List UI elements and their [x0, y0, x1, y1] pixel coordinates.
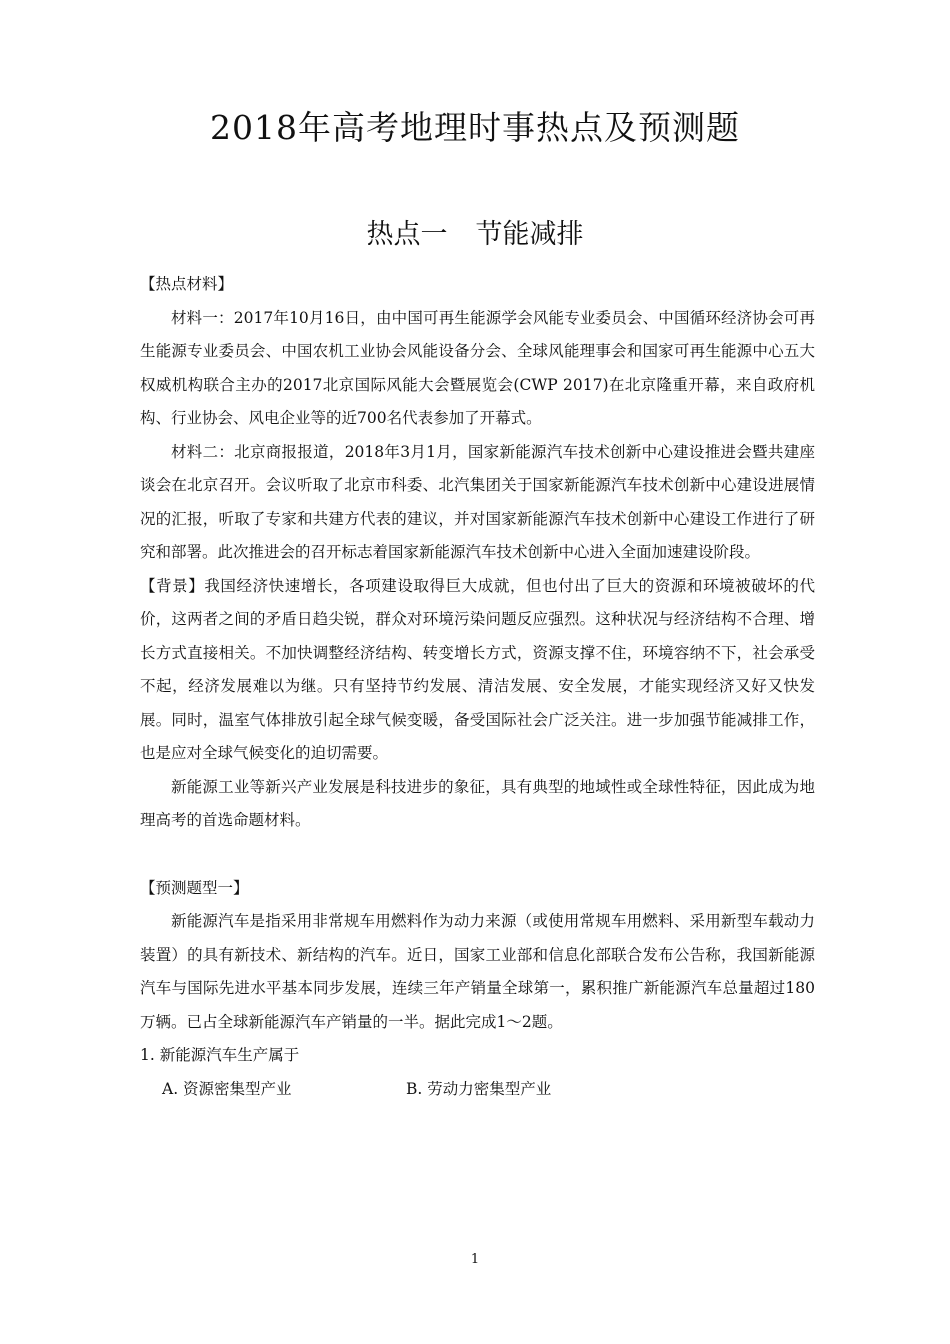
prediction-stem: 新能源汽车是指采用非常规车用燃料作为动力来源（或使用常规车用燃料、采用新型车载动力装置）的具有新技术、新结构的汽车。近日，国家工业部和信息化部联合发布公告称，我国新能源汽车与国际先进水平基本同步发展，连续三年产销量全球第一，累积推广新能源汽车总量超过180万辆。已占全球新能源汽车产销量的一半。据此完成1～2题。 [140, 912, 815, 1031]
background-paragraph [140, 570, 815, 771]
spacer [140, 838, 815, 872]
section-name: 节能减排 [475, 219, 584, 250]
question-1-options [140, 1073, 815, 1107]
background-text: 我国经济快速增长，各项建设取得巨大成就，但也付出了巨大的资源和环境被破坏的代价，这两者之间的矛盾日趋尖锐，群众对环境污染问题反应强烈。这种状况与经济结构不合理、增长方式直接相关。不加快调整经济结构、转变增长方式，资源支撑不住，环境容纳不下，社会承受不起，经济发展难以为继。只有坚持节约发展、清洁发展、安全发展，才能实现经济又好又快发展。同时，温室气体排放引起全球气候变暖，备受国际社会广泛关注。进一步加强节能减排工作，也是应对全球气候变化的迫切需要。 [140, 576, 815, 762]
background-paragraph-2: 新能源工业等新兴产业发展是科技进步的象征，具有典型的地域性或全球性特征，因此成为地理高考的首选命题材料。 [140, 777, 815, 829]
option-b: B. 劳动力密集型产业 [406, 1079, 552, 1098]
prediction-label: 【预测题型一】 [140, 878, 249, 897]
material-two: 材料二：北京商报报道，2018年3月1月，国家新能源汽车技术创新中心建设推进会暨共建座谈会在北京召开。会议听取了北京市科委、北汽集团关于国家新能源汽车技术创新中心建设进展情况的汇报，听取了专家和共建方代表的建议，并对国家新能源汽车技术创新中心建设工作进行了研究和部署。此次推进会的召开标志着国家新能源汽车技术创新中心进入全面加速建设阶段。 [140, 442, 815, 561]
material-one: 材料一：2017年10月16日，由中国可再生能源学会风能专业委员会、中国循环经济协会可再生能源专业委员会、中国农机工业协会风能设备分会、全球风能理事会和国家可再生能源中心五大权威机构联合主办的2017北京国际风能大会暨展览会(CWP 2017)在北京隆重开幕，来自政府机构、行业协会、风电企业等的近700名代表参加了开幕式。 [140, 308, 815, 427]
section-number: 热点一 [366, 219, 448, 250]
document-title: 2018年高考地理时事热点及预测题 [210, 108, 740, 147]
page-number: 1 [470, 1252, 480, 1267]
hot-materials-label: 【热点材料】 [140, 275, 234, 293]
background-label: 【背景】 [140, 576, 205, 595]
document-body [140, 268, 815, 1106]
section-heading [0, 212, 950, 251]
option-a: A. 资源密集型产业 [162, 1079, 292, 1098]
question-1: 1. 新能源汽车生产属于 [140, 1046, 300, 1064]
